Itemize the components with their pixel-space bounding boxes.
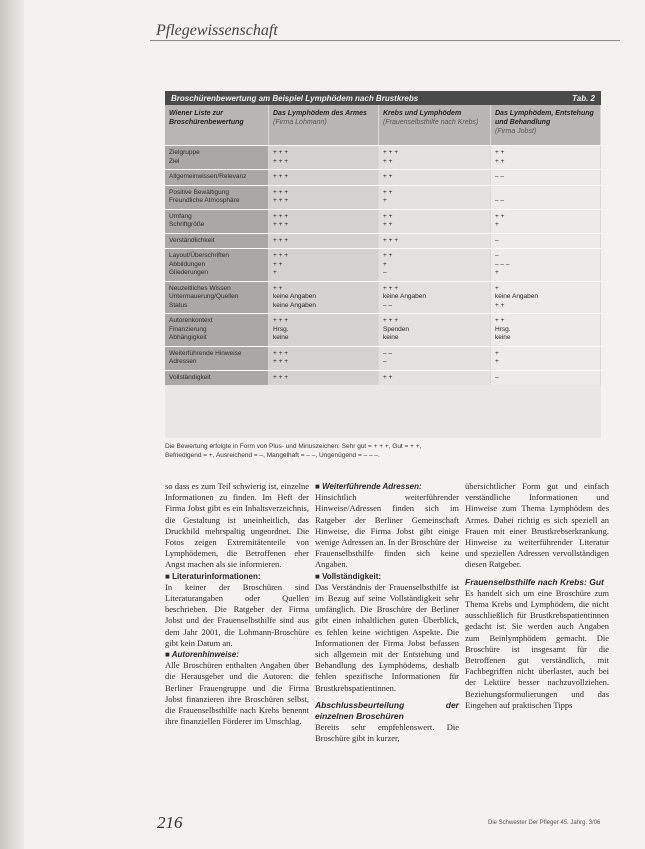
paragraph: In keiner der Broschüren sind Literaturangaben oder Quellen beschrieben. Die Ratgeber der Firma Jobst und der Frauenselbsthilfe sind aus dem Jahr 2001, die Lohmann-Broschüre gibt kein Datum an. bbox=[165, 581, 309, 648]
header-rule bbox=[150, 40, 620, 41]
cell-jobst: – bbox=[491, 371, 601, 386]
column-header-lohmann: Das Lymphödem des Armes (Firma Lohmann) bbox=[269, 105, 379, 145]
table-number: Tab. 2 bbox=[572, 93, 595, 103]
cell-lohmann: + + + bbox=[269, 234, 379, 249]
table-body bbox=[165, 145, 601, 385]
column-header-jobst: Das Lymphödem, Entstehung und Behandlung (Firma Jobst) bbox=[491, 105, 601, 145]
table-title-bar bbox=[165, 91, 601, 105]
cell-frauenselbsthilfe: + + bbox=[379, 170, 491, 185]
paragraph: so dass es zum Teil schwierig ist, einzelne Informationen zu finden. Im Heft der Firma Jobst gibt es ein Inhaltsverzeichnis, die Gestaltung ist uneinheitlich, das Druckbild mehrspaltig ungeordnet. Die Fotos zeigen Extremitätenteile von Lymphödemen, die Betroffenen eher Angst machen als sie informieren. bbox=[165, 481, 309, 570]
section-header-title: Pflegewissenschaft bbox=[156, 22, 278, 39]
text-column-left bbox=[165, 481, 309, 811]
subheading: ■ Literaturinformationen: bbox=[165, 571, 261, 581]
table-row bbox=[165, 248, 601, 281]
table-row bbox=[165, 370, 601, 386]
cell-frauenselbsthilfe: + + + keine Angaben – – bbox=[379, 282, 491, 314]
cell-lohmann: + + + + + + bbox=[269, 249, 379, 281]
cell-jobst: – – bbox=[491, 170, 601, 185]
paragraph: übersichtlicher Form gut und einfach verständliche Informationen und Hinweise zum Thema Lymphödem des Armes. Dabei richtig es sich speziell an Frauen mit einer Brustkrebserkrankung. Hinweise zu weiterführender Literatur und speziellen Adressen vervollständigen diesen Ratgeber. bbox=[465, 481, 609, 570]
text-column-right bbox=[465, 481, 609, 811]
row-label: Positive Bewältigung Freundliche Atmosphäre bbox=[165, 186, 269, 209]
row-label: Vollständigkeit bbox=[165, 371, 269, 386]
row-label: Neuzeitliches Wissen Untermauerung/Quellen Status bbox=[165, 282, 269, 314]
cell-frauenselbsthilfe: + + + Spenden keine bbox=[379, 314, 491, 346]
column-header-criteria: Wiener Liste zur Broschürenbewertung bbox=[165, 105, 269, 145]
cell-frauenselbsthilfe: + + + bbox=[379, 186, 491, 209]
table-row bbox=[165, 209, 601, 233]
section-heading: Frauenselbsthilfe nach Krebs: Gut bbox=[465, 576, 604, 587]
cell-lohmann: + + keine Angaben keine Angaben bbox=[269, 282, 379, 314]
cell-frauenselbsthilfe: + + + + bbox=[379, 210, 491, 233]
cell-lohmann: + + + + + + bbox=[269, 186, 379, 209]
article-body bbox=[165, 481, 610, 811]
cell-lohmann: + + + + + + bbox=[269, 347, 379, 370]
row-label: Layout/Überschriften Abbildungen Gliederungen bbox=[165, 249, 269, 281]
paragraph: Es handelt sich um eine Broschüre zum Thema Krebs und Lymphödem, die nicht ausschließlich für Brustkrebspatientinnen gedacht ist. Sie werden auch Angaben zum Beinlymphödem gemacht. Die Broschüre ist insgesamt für die Betroffenen gut verständlich, mit Fachbegriffen nicht überlastet, auch bei der Lektüre besser nachzuvollziehen. Beziehungsformulierungen und das Eingehen auf praktischen Tipps bbox=[465, 587, 609, 710]
cell-jobst: – – – – + bbox=[491, 249, 601, 281]
cell-frauenselbsthilfe: + + + – bbox=[379, 249, 491, 281]
subheading: ■ Weiterführende Adressen: bbox=[315, 482, 422, 491]
paragraph: Hinsichtlich weiterführender Hinweise/Adressen finden sich im Ratgeber der Berliner Gemeinschaft Hinweise, die Firma Jobst gibt einige wenige Adressen an. In der Broschüre der Frauenselbsthilfe finden sich keine Angaben. bbox=[315, 492, 459, 570]
cell-lohmann: + + + + + + bbox=[269, 146, 379, 169]
column-header-frauenselbsthilfe: Krebs und Lymphödem (Frauenselbsthilfe nach Krebs) bbox=[379, 105, 491, 145]
table-row bbox=[165, 346, 601, 370]
subheading: ■ Autorenhinweise: bbox=[165, 650, 239, 660]
paragraph: Bereits sehr empfehlenswert. Die Broschüre gibt in kurzer, bbox=[315, 722, 459, 744]
cell-lohmann: + + + Hrsg. keine bbox=[269, 314, 379, 346]
row-label: Verständlichkeit bbox=[165, 234, 269, 249]
legend-line-2: Befriedigend = +, Ausreichend = –, Mangelhaft = – –, Ungenügend = – – –. bbox=[165, 452, 380, 459]
cell-frauenselbsthilfe: – – – bbox=[379, 347, 491, 370]
cell-lohmann: + + + + + + bbox=[269, 210, 379, 233]
table-row bbox=[165, 281, 601, 314]
page-number: 216 bbox=[157, 813, 183, 832]
table-legend bbox=[165, 442, 605, 460]
cell-jobst: + + bbox=[491, 347, 601, 370]
text-column-middle bbox=[315, 481, 459, 811]
cell-jobst: + + Hrsg. keine bbox=[491, 314, 601, 346]
legend-line-1: Die Bewertung erfolgte in Form von Plus- und Minuszeichen: Sehr gut = + + +, Gut = + +, bbox=[165, 443, 422, 450]
table-row bbox=[165, 185, 601, 209]
table-row bbox=[165, 169, 601, 185]
paragraph: Das Verständnis der Frauenselbsthilfe ist im Bezug auf seine Vollständigkeit sehr umfänglich. Die Broschüre der Berliner gibt einen inhaltlichen guten Überblick, es fehlen keine wichtigen Aspekte. Die Informationen der Firma Jobst befassen sich allgemein mit der Entstehung und Behandlung des Lymphödems, deshalb fehlen spezifische Informationen für Brustkrebspatientinnen. bbox=[315, 581, 459, 693]
page-gutter-shadow bbox=[0, 0, 24, 849]
cell-lohmann: + + + bbox=[269, 371, 379, 386]
row-label: Weiterführende Hinweise Adressen bbox=[165, 347, 269, 370]
section-heading: Abschlussbeurteilung der einzelnen Broschüren bbox=[315, 699, 459, 722]
journal-footer: Die Schwester Der Pfleger 45. Jahrg. 3/06 bbox=[488, 820, 601, 826]
table-row bbox=[165, 233, 601, 249]
subheading: ■ Vollständigkeit: bbox=[315, 571, 382, 581]
row-label: Autorenkontext Finanzierung Abhängigkeit bbox=[165, 314, 269, 346]
row-label: Zielgruppe Ziel bbox=[165, 146, 269, 169]
cell-jobst: + + + bbox=[491, 210, 601, 233]
cell-jobst: – bbox=[491, 234, 601, 249]
table-row bbox=[165, 313, 601, 346]
table-title: Broschürenbewertung am Beispiel Lymphödem nach Brustkrebs bbox=[171, 93, 419, 103]
table-row bbox=[165, 145, 601, 169]
cell-lohmann: + + + bbox=[269, 170, 379, 185]
cell-jobst: + + + + bbox=[491, 146, 601, 169]
row-label: Umfang Schriftgröße bbox=[165, 210, 269, 233]
row-label: Allgemeinwissen/Relevanz bbox=[165, 170, 269, 185]
cell-jobst: – – bbox=[491, 186, 601, 209]
cell-jobst: + keine Angaben + + bbox=[491, 282, 601, 314]
cell-frauenselbsthilfe: + + bbox=[379, 371, 491, 386]
paragraph: Alle Broschüren enthalten Angaben über die Herausgeber und die Autoren: die Berliner Frauengruppe und die Firma Jobst finanzieren ihre Broschüren selbst, die Frauenselbsthilfe nach Krebs benennt ihre finanziellen Förderer im Umschlag. bbox=[165, 660, 309, 727]
table-column-headers bbox=[165, 105, 601, 145]
evaluation-table bbox=[165, 91, 601, 438]
cell-frauenselbsthilfe: + + + + + bbox=[379, 146, 491, 169]
cell-frauenselbsthilfe: + + + bbox=[379, 234, 491, 249]
